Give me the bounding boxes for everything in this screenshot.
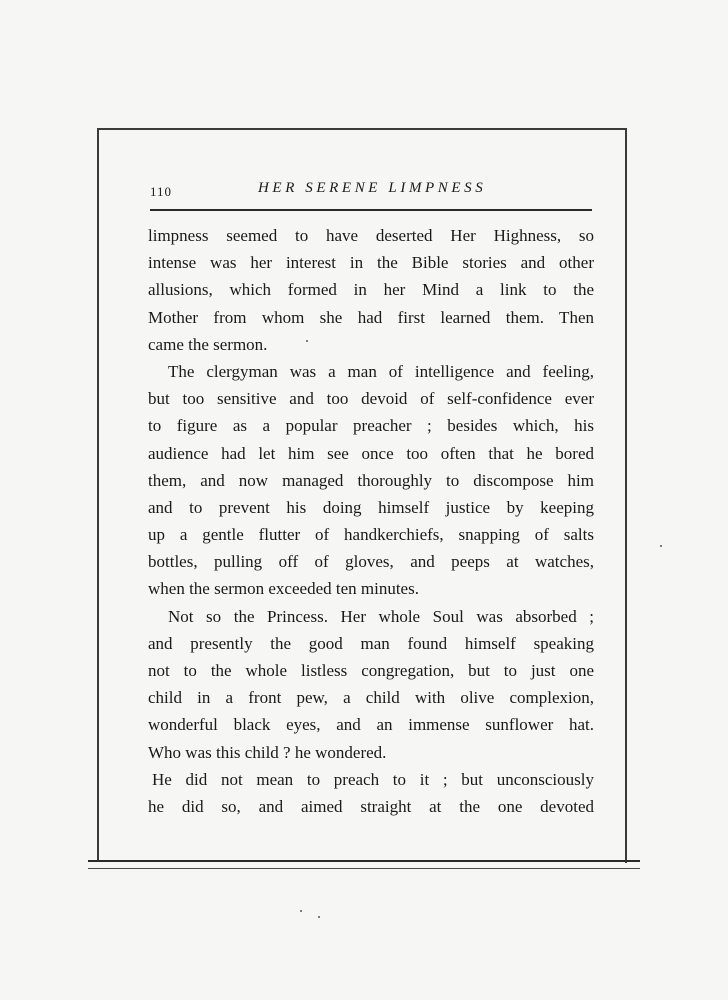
text-line: allusions, which formed in her Mind a link to the xyxy=(148,280,594,300)
text-line: and to prevent his doing himself justice by keeping xyxy=(148,497,594,517)
text-line: Not so the Princess. Her whole Soul was absorbed ; xyxy=(168,606,594,626)
text-line: when the sermon exceeded ten minutes. xyxy=(148,579,419,599)
text-line: child in a front pew, a child with olive complexion, xyxy=(148,688,594,708)
text-line: up a gentle flutter of handkerchiefs, snapping of salts xyxy=(148,525,594,545)
print-speck xyxy=(306,340,308,342)
body-text xyxy=(148,222,594,820)
print-speck xyxy=(300,910,302,912)
text-line: Who was this child ? he wondered. xyxy=(148,742,387,762)
print-speck xyxy=(660,545,662,547)
page-header xyxy=(150,180,592,204)
text-line: Mother from whom she had first learned them. Then xyxy=(148,307,594,327)
page-frame-bottom-border-inner xyxy=(88,868,640,869)
text-line: He did not mean to preach to it ; but unconsciously xyxy=(152,769,594,789)
text-line: not to the whole listless congregation, but to just one xyxy=(148,661,594,680)
text-line: but too sensitive and too devoid of self-confidence ever xyxy=(148,389,594,409)
text-line: came the sermon. xyxy=(148,334,268,354)
text-line: to figure as a popular preacher ; besides which, his xyxy=(148,416,594,436)
page-frame-right-border xyxy=(625,128,627,863)
text-line: he did so, and aimed straight at the one devoted xyxy=(148,796,594,816)
text-line: them, and now managed thoroughly to discompose him xyxy=(148,470,594,490)
text-line: and presently the good man found himself speaking xyxy=(148,633,594,653)
text-line: audience had let him see once too often that he bored xyxy=(148,443,594,463)
header-rule xyxy=(150,209,592,211)
text-line: intense was her interest in the Bible stories and other xyxy=(148,253,594,273)
page-frame-bottom-border xyxy=(88,860,640,862)
running-title: HER SERENE LIMPNESS xyxy=(258,180,487,196)
text-line: The clergyman was a man of intelligence and feeling, xyxy=(168,361,594,381)
page-frame-left-border xyxy=(97,130,99,860)
text-line: wonderful black eyes, and an immense sunflower hat. xyxy=(148,715,594,735)
text-line: limpness seemed to have deserted Her Highness, so xyxy=(148,226,594,245)
text-line: bottles, pulling off of gloves, and peeps at watches, xyxy=(148,552,594,572)
print-speck xyxy=(318,916,320,918)
page-number: 110 xyxy=(150,184,173,199)
page-frame-top-border xyxy=(97,128,627,130)
